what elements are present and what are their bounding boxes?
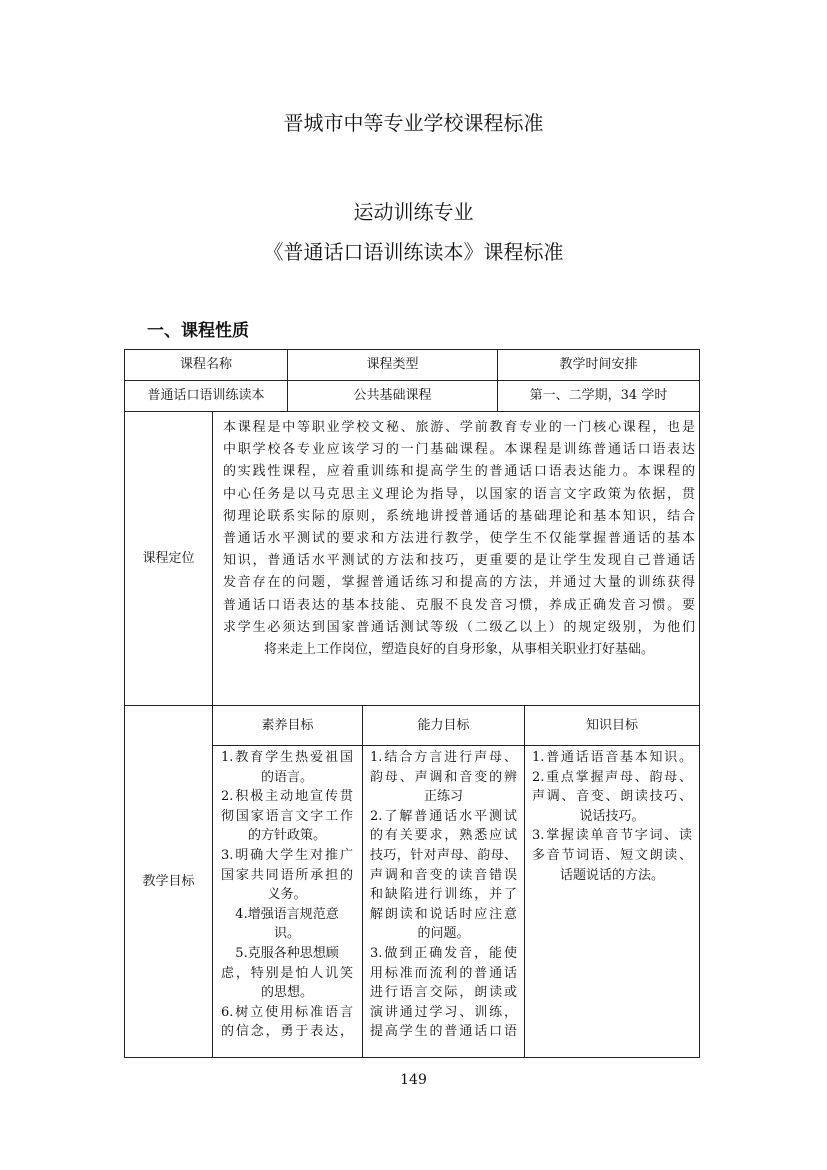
positioning-line: 中职学校各专业应该学习的一门基础课程。本课程是训练普通话口语表达: [223, 442, 695, 458]
goal-line: 的有关要求，熟悉应试: [370, 828, 517, 844]
goal-col-ability: [370, 748, 517, 1042]
goal-line: 虑，特别是怕人讥笑: [221, 965, 353, 981]
header-course-name: 课程名称: [179, 357, 232, 372]
positioning-line: 将来走上工作岗位，塑造良好的自身形象，从事相关职业打好基础。: [263, 642, 654, 658]
goal-line: 识。: [273, 926, 300, 942]
goal-line: 的问题。: [417, 926, 470, 942]
goal-line: 多音节词语、短文朗读、: [532, 847, 692, 863]
positioning-line: 彻理论联系实际的原则，系统地讲授普通话的基础理论和基本知识，结合: [223, 508, 695, 524]
goal-line: 3.掌握读单音节字词、读: [532, 828, 692, 844]
header-course-type: 课程类型: [366, 357, 419, 372]
goal-line: 3.做到正确发音，能使: [370, 945, 517, 961]
goal-line: 1.普通话语音基本知识。: [532, 750, 692, 765]
positioning-line: 普通话水平测试的要求和方法进行教学，使学生不仅能掌握普通话的基本: [223, 531, 695, 547]
goal-line: 的信念，勇于表达，: [221, 1024, 353, 1040]
goal-line: 2.重点掌握声母、韵母、: [532, 769, 692, 785]
goal-line: 5.克服各种思想顾: [235, 945, 339, 961]
goal-line: 正练习: [423, 789, 463, 805]
goal-line: 提高学生的普通话口语: [370, 1024, 517, 1040]
goal-line: 的语言。: [260, 769, 313, 785]
goal-line: 义务。: [267, 887, 307, 903]
goal-line: 声调、音变、朗读技巧、: [532, 789, 692, 805]
goal-line: 进行语言交际，朗读或: [370, 985, 517, 1001]
positioning-line: 中心任务是以马克思主义理论为指导，以国家的语言文字政策为依据，贯: [223, 486, 695, 502]
goal-line: 的思想。: [260, 985, 313, 1001]
goal-line: 韵母、声调和音变的辨: [370, 769, 517, 785]
page-number: 149: [400, 1072, 427, 1088]
course-title: 《普通话口语训练读本》课程标准: [263, 240, 564, 264]
goal-line: 解朗读和说话时应注意: [370, 906, 517, 922]
goal-col-literacy: [221, 748, 353, 1042]
goal-line: 3.明确大学生对推广: [221, 847, 353, 863]
goal-line: 2.积极主动地宣传贯: [221, 789, 353, 805]
goal-line: 的方针政策。: [247, 828, 326, 844]
goal-line: 1.结合方言进行声母、: [370, 750, 517, 765]
goal-line: 技巧，针对声母、韵母、: [370, 847, 517, 863]
major-title: 运动训练专业: [353, 200, 474, 224]
course-name-value: 普通话口语训练读本: [147, 388, 265, 403]
goal-header-literacy: 素养目标: [261, 717, 314, 733]
schedule-value: 第一、二学期，34 学时: [529, 388, 668, 403]
positioning-line: 求学生必须达到国家普通话测试等级（二级乙以上）的规定级别，为他们: [223, 619, 695, 635]
goal-line: 2.了解普通话水平测试: [370, 808, 517, 824]
section-heading: 一、课程性质: [147, 321, 249, 341]
goal-line: 国家共同语所承担的: [221, 867, 353, 883]
goal-line: 1.教育学生热爱祖国: [221, 750, 353, 765]
goal-line: 彻国家语言文字工作: [221, 808, 353, 824]
goal-col-knowledge: [532, 748, 692, 885]
goal-header-ability: 能力目标: [417, 717, 470, 733]
course-type-value: 公共基础课程: [353, 388, 432, 403]
positioning-line: 普通话口语表达的基本技能、克服不良发音习惯，养成正确发音习惯。要: [223, 597, 695, 613]
header-schedule: 教学时间安排: [559, 357, 638, 372]
school-title: 晋城市中等专业学校课程标准: [283, 111, 544, 135]
positioning-line: 本课程是中等职业学校文秘、旅游、学前教育专业的一门核心课程，也是: [223, 420, 695, 435]
goal-header-knowledge: 知识目标: [585, 717, 638, 733]
goal-line: 4.增强语言规范意: [235, 906, 339, 922]
goal-line: 和缺陷进行训练，并了: [370, 887, 517, 903]
goal-line: 声调和音变的读音错误: [370, 867, 517, 883]
positioning-line: 发音存在的问题，掌握普通话练习和提高的方法，并通过大量的训练获得: [223, 575, 695, 591]
positioning-line: 知识，普通话水平测试的方法和技巧，更重要的是让学生发现自己普通话: [223, 553, 695, 569]
goal-line: 用标准而流利的普通话: [370, 965, 517, 981]
positioning-text: [223, 417, 695, 661]
goal-line: 6.树立使用标准语言: [221, 1004, 353, 1020]
goal-line: 话题说话的方法。: [559, 867, 664, 883]
goal-line: 说话技巧。: [579, 808, 645, 824]
positioning-label: 课程定位: [142, 550, 195, 566]
goals-label: 教学目标: [142, 873, 195, 889]
positioning-line: 的实践性课程，应着重训练和提高学生的普通话口语表达能力。本课程的: [223, 464, 695, 480]
goal-line: 演讲通过学习、训练，: [370, 1004, 517, 1020]
